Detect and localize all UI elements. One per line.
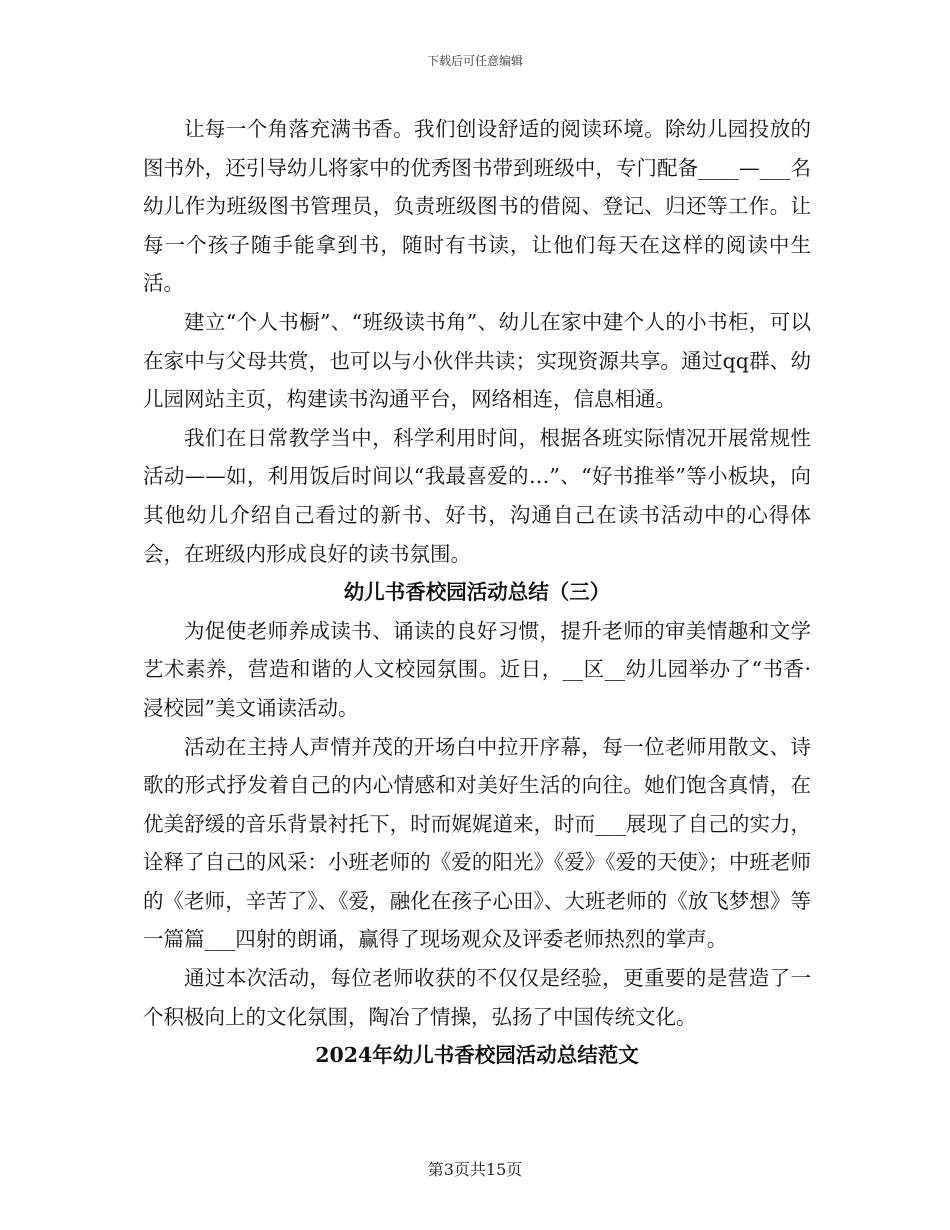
page-number: 第3页共15页 [427, 1160, 523, 1179]
paragraph: 活动在主持人声情并茂的开场白中拉开序幕，每一位老师用散文、诗歌的形式抒发着自己的内心情感和对美好生活的向往。她们饱含真情，在优美舒缓的音乐背景衬托下，时而娓娓道来，时而___展现了自己的实力，诠释了自己的风采：小班老师的《爱的阳光》《爱》《爱的天使》；中班老师的《老师，辛苦了》、《爱，融化在孩子心田》、大班老师的《放飞梦想》等一篇篇___四射的朗诵，赢得了现场观众及评委老师热烈的掌声。 [143, 734, 811, 952]
section-heading: 2024年幼儿书香校园活动总结范文 [315, 1043, 639, 1068]
section-heading: 幼儿书香校园活动总结（三） [343, 580, 611, 605]
paragraph: 我们在日常教学当中，科学利用时间，根据各班实际情况开展常规性活动——如，利用饭后时间以“我最喜爱的…”、“好书推举”等小板块，向其他幼儿介绍自己看过的新书、好书，沟通自己在读书活动中的心得体会，在班级内形成良好的读书氛围。 [143, 425, 811, 566]
paragraph: 通过本次活动，每位老师收获的不仅仅是经验，更重要的是营造了一个积极向上的文化氛围，陶冶了情操，弘扬了中国传统文化。 [143, 966, 811, 1029]
paragraph: 让每一个角落充满书香。我们创设舒适的阅读环境。除幼儿园投放的图书外，还引导幼儿将家中的优秀图书带到班级中，专门配备____—___名幼儿作为班级图书管理员，负责班级图书的借阅、登记、归还等工作。让每一个孩子随手能拿到书，随时有书读，让他们每天在这样的阅读中生活。 [143, 117, 811, 296]
document-body [143, 110, 811, 1075]
paragraph: 建立“个人书橱”、“班级读书角”、幼儿在家中建个人的小书柜，可以在家中与父母共赏，也可以与小伙伴共读；实现资源共享。通过qq群、幼儿园网站主页，构建读书沟通平台，网络相连，信息相通。 [143, 309, 811, 412]
page-header-note: 下载后可任意编辑 [426, 54, 523, 68]
paragraph: 为促使老师养成读书、诵读的良好习惯，提升老师的审美情趣和文学艺术素养，营造和谐的人文校园氛围。近日，__区__幼儿园举办了“书香·浸校园”美文诵读活动。 [143, 618, 811, 720]
